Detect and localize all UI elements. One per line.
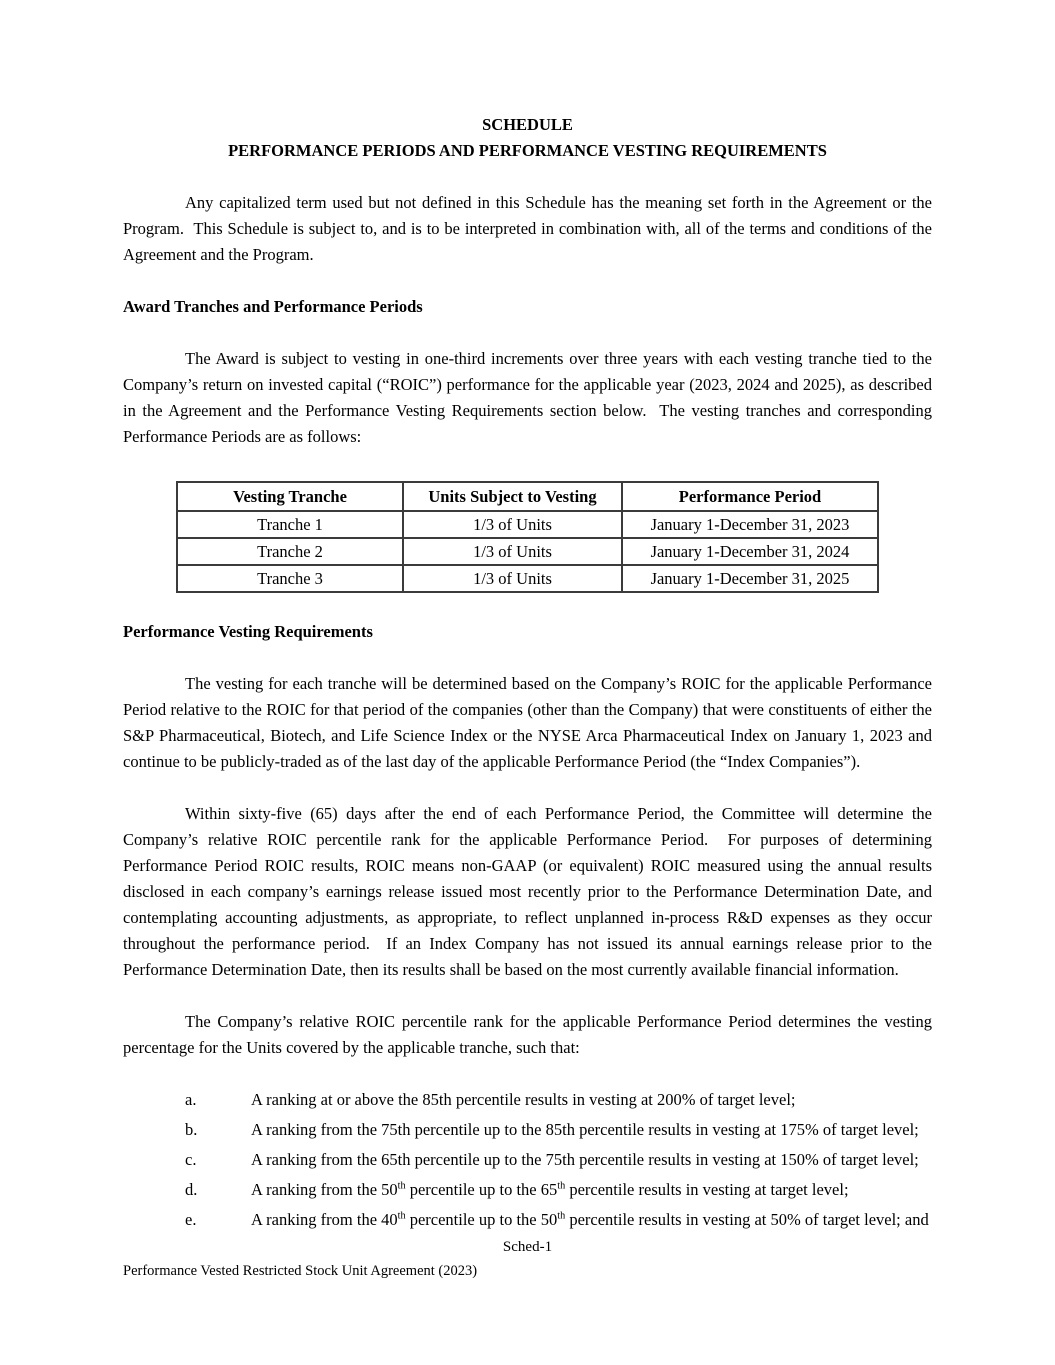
table-header-vesting-tranche: Vesting Tranche: [177, 482, 403, 511]
schedule-subtitle: PERFORMANCE PERIODS AND PERFORMANCE VESTING REQUIREMENTS: [228, 141, 827, 160]
table-cell-units: 1/3 of Units: [403, 511, 622, 538]
table-cell-tranche: Tranche 1: [177, 511, 403, 538]
table-cell-period: January 1-December 31, 2024: [622, 538, 878, 565]
table-cell-units: 1/3 of Units: [403, 538, 622, 565]
list-item-e: [185, 1207, 932, 1233]
list-item-text-segment: percentile results in vesting at 50% of target level; and: [565, 1210, 929, 1229]
table-header-performance-period: Performance Period: [622, 482, 878, 511]
table-row: [177, 565, 878, 592]
vesting-paragraph-3: The Company’s relative ROIC percentile rank for the applicable Performance Period determines the vesting percentage for the Units covered by the applicable tranche, such that:: [123, 1012, 932, 1057]
list-item-text: [251, 1207, 932, 1233]
vesting-tranche-table: [176, 481, 879, 593]
ordinal-superscript: th: [397, 1210, 406, 1222]
list-marker: b.: [185, 1120, 198, 1139]
list-item-c: [185, 1147, 932, 1173]
heading-performance-vesting-requirements: Performance Vesting Requirements: [123, 622, 373, 641]
list-item-text-segment: A ranking from the 50: [251, 1180, 398, 1199]
list-item-text-segment: percentile results in vesting at target level;: [565, 1180, 849, 1199]
table-cell-tranche: Tranche 3: [177, 565, 403, 592]
list-item-text: A ranking from the 65th percentile up to the 75th percentile results in vesting at 150% of target level;: [251, 1150, 919, 1169]
list-item-text-segment: A ranking from the 40: [251, 1210, 398, 1229]
table-row: [177, 538, 878, 565]
list-marker: c.: [185, 1150, 197, 1169]
list-marker: d.: [185, 1180, 198, 1199]
table-cell-period: January 1-December 31, 2023: [622, 511, 878, 538]
ordinal-superscript: th: [557, 1180, 566, 1192]
table-header-units-subject: Units Subject to Vesting: [403, 482, 622, 511]
table-cell-period: January 1-December 31, 2025: [622, 565, 878, 592]
list-item-a: [185, 1087, 932, 1113]
vesting-paragraph-1: The vesting for each tranche will be determined based on the Company’s ROIC for the applicable Performance Period relative to the ROIC for that period of the companies (other than the Company) that were constituents of either the S&P Pharmaceutical, Biotech, and Life Science Index or the NYSE Arca Pharmaceutical Index on January 1, 2023 and continue to be publicly-traded as of the last day of the applicable Performance Period (the “Index Companies”).: [123, 674, 932, 771]
ordinal-superscript: th: [557, 1210, 566, 1222]
table-header-row: [177, 482, 878, 511]
table-cell-units: 1/3 of Units: [403, 565, 622, 592]
percentile-ranking-list: [123, 1087, 932, 1233]
heading-award-tranches: Award Tranches and Performance Periods: [123, 297, 423, 316]
award-tranches-paragraph: The Award is subject to vesting in one-third increments over three years with each vesting tranche tied to the Company’s return on invested capital (“ROIC”) performance for the applicable year (2023, 2024 and 2025), as described in the Agreement and the Performance Vesting Requirements section below. The vesting tranches and corresponding Performance Periods are as follows:: [123, 349, 932, 446]
list-item-text-segment: percentile up to the 50: [405, 1210, 558, 1229]
list-item-text: [251, 1177, 932, 1203]
vesting-paragraph-2: Within sixty-five (65) days after the end of each Performance Period, the Committee will determine the Company’s relative ROIC percentile rank for the applicable Performance Period. For purposes of determining Performance Period ROIC results, ROIC means non-GAAP (or equivalent) ROIC measured using the annual results disclosed in each company’s earnings release issued most recently prior to the Performance Determination Date, and contemplating accounting adjustments, as appropriate, to reflect unplanned in-process R&D expenses as they occur throughout the performance period. If an Index Company has not issued its annual earnings release prior to the Performance Determination Date, then its results shall be based on the most currently available financial information.: [123, 804, 932, 979]
ordinal-superscript: th: [397, 1180, 406, 1192]
list-item-d: [185, 1177, 932, 1203]
list-marker: a.: [185, 1090, 197, 1109]
footer-doc-title: Performance Vested Restricted Stock Unit Agreement (2023): [123, 1263, 478, 1279]
table-cell-tranche: Tranche 2: [177, 538, 403, 565]
page-number: Sched-1: [502, 1239, 553, 1255]
list-item-text: A ranking at or above the 85th percentile results in vesting at 200% of target level;: [251, 1090, 796, 1109]
list-item-text-segment: percentile up to the 65: [405, 1180, 558, 1199]
intro-paragraph: Any capitalized term used but not defined in this Schedule has the meaning set forth in the Agreement or the Program. This Schedule is subject to, and is to be interpreted in combination with, all of the terms and conditions of the Agreement and the Program.: [123, 193, 932, 264]
list-item-text: A ranking from the 75th percentile up to the 85th percentile results in vesting at 175% of target level;: [251, 1120, 919, 1139]
list-marker: e.: [185, 1210, 197, 1229]
table-row: [177, 511, 878, 538]
schedule-title: SCHEDULE: [482, 115, 573, 134]
list-item-b: [185, 1117, 932, 1143]
